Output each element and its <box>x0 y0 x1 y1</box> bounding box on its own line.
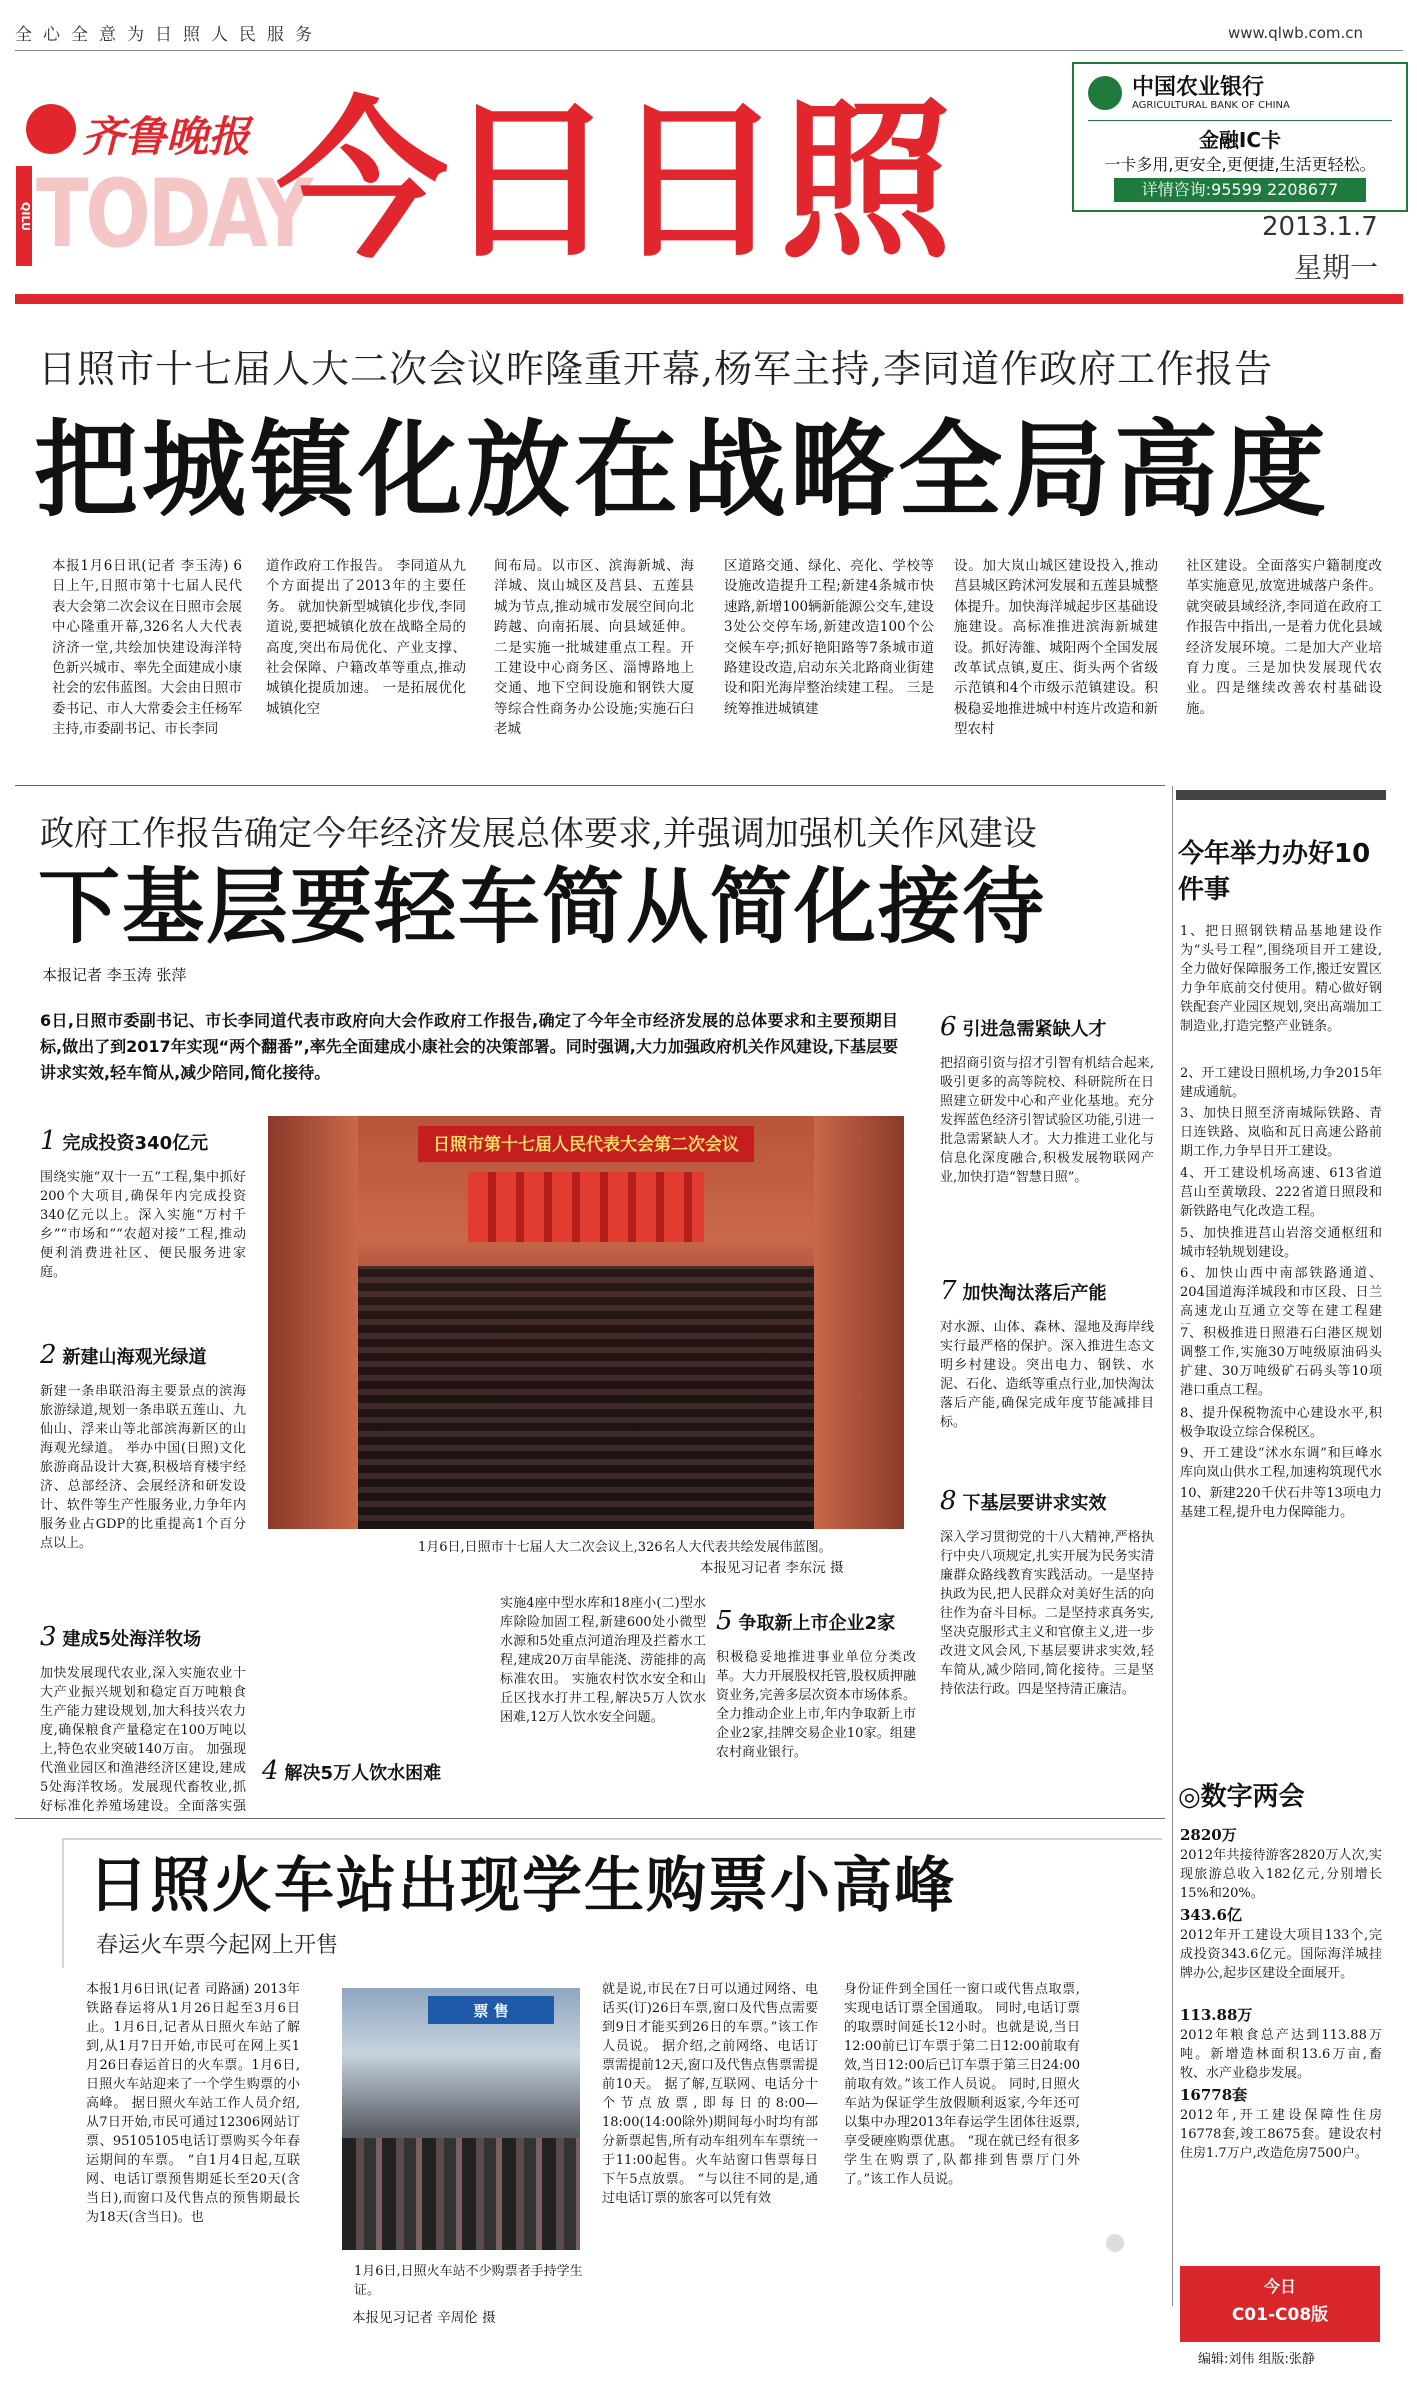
bank-logo-icon <box>1088 76 1122 110</box>
section-4-title: 4 解决5万人饮水困难 <box>262 1756 442 1786</box>
issue-date: 2013.1.7 <box>1262 212 1378 242</box>
sidebar-item-4: 4、开工建设机场高速、613省道莒山至黄墩段、222省道日照段和新铁路电气化改造工程。 <box>1180 1166 1382 1219</box>
section-5-title: 5 争取新上市企业2家 <box>716 1606 896 1636</box>
sidebar-title: 今年举力办好10件事 <box>1178 839 1371 905</box>
sidebar-item-9: 9、开工建设“沭水东调”和巨峰水库向岚山供水工程,加速构筑现代水 <box>1180 1446 1382 1480</box>
section-2-text: 新建一条串联沿海主要景点的滨海旅游绿道,规划一条串联五莲山、九仙山、浮来山等北部滨海新区的山海观光绿道。 举办中国(日照)文化旅游商品设计大赛,积极培育楼宇经济、总部经济、会展经济和研发设计、软件等生产性服务业,力争年内服务业占GDP的比重提高1个百分点以上。 <box>40 1384 246 1551</box>
brand-logo-icon <box>26 104 76 154</box>
section-7-text: 对水源、山体、森林、湿地及海岸线实行最严格的保护。深入推进生态文明乡村建设。突出电力、钢铁、水泥、石化、造纸等重点行业,加快淘汰落后产能,确保完成年度节能减排目标。 <box>940 1320 1154 1430</box>
section-3-title: 3 建成5处海洋牧场 <box>40 1622 202 1652</box>
sidebar-item-3: 3、加快日照至济南城际铁路、青日连铁路、岚临和瓦日高速公路前期工作,力争早日开工建设。 <box>1180 1106 1382 1159</box>
today-box-line2: C01-C08版 <box>1231 2305 1329 2325</box>
brand-side: QILU <box>16 166 32 266</box>
third-headline: 日照火车站出现学生购票小高峰 <box>88 1851 956 1921</box>
lead-col-4: 区道路交通、绿化、亮化、学校等设施改造提升工程;新建4条城市快速路,新增100辆新能源公交车,建设3处公交停车场,新建改造100个公交候车亭;抓好艳阳路等7条城市道路建设改造,启动东关北路商业街建设和阳光海岸整治续建工程。 三是统筹推进城镇建 <box>724 558 934 717</box>
lead-kicker: 日照市十七届人大二次会议昨隆重开幕,杨军主持,李同道作政府工作报告 <box>38 347 1274 391</box>
lead-col-2: 道作政府工作报告。 李同道从九个方面提出了2013年的主要任务。 就加快新型城镇化步伐,李同道说,要把城镇化放在战略全局的高度,突出布局优化、产业支撑、社会保障、户籍改革等重点,推动城镇化提质加速。 一是拓展优化城镇化空 <box>266 558 466 717</box>
sidebar-item-7: 7、积极推进日照港石臼港区规划调整工作,实施30万吨级原油码头扩建、30万吨级矿石码头等10项港口重点工程。 <box>1180 1326 1382 1398</box>
congress-photo <box>268 1116 904 1529</box>
lead-col-5: 设。加大岚山城区建设投入,推动莒县城区跨沭河发展和五莲县城整体提升。加快海洋城起步区基础设施建设。高标准推进滨海新城建设。抓好涛雒、城阳两个全国发展改革试点镇,夏庄、街头两个省级示范镇和4个市级示范镇建设。积极稳妥地推进城中村连片改造和新型农村 <box>954 558 1158 738</box>
section-1-text: 围绕实施“双十一五”工程,集中抓好200个大项目,确保年内完成投资340亿元以上。深入实施“万村千乡”“市场和”“农超对接”工程,推动便利消费进社区、便民服务进家庭。 <box>40 1170 246 1280</box>
bank-name-en: AGRICULTURAL BANK OF CHINA <box>1132 100 1290 111</box>
second-kicker: 政府工作报告确定今年经济发展总体要求,并强调加强机关作风建设 <box>40 814 1037 854</box>
station-photo-caption: 1月6日,日照火车站不少购票者手持学生证。 <box>354 2264 583 2298</box>
sidebar-item-2: 2、开工建设日照机场,力争2015年建成通航。 <box>1180 1066 1382 1100</box>
page-dot-icon <box>1106 2234 1124 2252</box>
section-7-title: 7 加快淘汰落后产能 <box>940 1276 1107 1306</box>
sidebar-item-5: 5、加快推进莒山岩溶交通枢纽和城市轻轨规划建设。 <box>1180 1226 1382 1260</box>
third-col-3: 就是说,市民在7日可以通过网络、电话买(订)26日车票,窗口及代售点需要到9日才能买到26日的车票。”该工作人员说。 据介绍,之前网络、电话订票需提前12天,窗口及代售点售票需提前10天。 据了解,互联网、电话分十个节点放票,即每日的8:00—18:00(14:00除外)期间每小时均有部分新票起售,所有动车组列车车票统一于11:00起售。火车站窗口售票每日下午5点放票。 “与以往不同的是,通过电话订票的旅客可以凭有效 <box>602 1982 818 2206</box>
section-3-text: 加快发展现代农业,深入实施农业十大产业振兴规划和稳定百万吨粮食生产能力建设规划,加大科技兴农力度,确保粮食产量稳定在100万吨以上,特色农业突破140万亩。 加强现代渔业园区和渔港经济区建设,建成5处海洋牧场。发展现代畜牧业,抓好标准化养殖场建设。全面落实强 <box>40 1666 246 1814</box>
figure-value-1: 2820万 <box>1180 1826 1237 1844</box>
figure-text-2: 2012年开工建设大项目133个,完成投资343.6亿元。国际海洋城挂牌办公,起步区建设全面展开。 <box>1180 1928 1382 1981</box>
photo-credit: 本报见习记者 李东沅 摄 <box>700 1560 844 1576</box>
sidebar-item-10: 10、新建220千伏石井等13项电力基建工程,提升电力保障能力。 <box>1180 1486 1382 1520</box>
third-col-1: 本报1月6日讯(记者 司路涵) 2013年铁路春运将从1月26日起至3月6日止。1月6日,记者从日照火车站了解到,从1月7日开始,市民可在网上买1月26日春运首日的火车票。1月6日,日照火车站迎来了一个学生购票的小高峰。 据日照火车站工作人员介绍,从7日开始,市民可通过12306网站订票、95105105电话订票购买今年春运期间的车票。 “自1月4日起,互联网、电话订票预售期延长至20天(含当日),而窗口及代售点的预售期最长为18天(含当日)。也 <box>86 1982 300 2225</box>
today-box-line1: 今日 <box>1263 2277 1296 2296</box>
bank-ad[interactable] <box>1072 62 1408 212</box>
figure-value-3: 113.88万 <box>1180 2006 1253 2024</box>
photo-caption: 1月6日,日照市十七届人大二次会议上,326名人大代表共绘发展伟蓝图。 <box>418 1540 832 1555</box>
masthead-url: www.qlwb.com.cn <box>1228 24 1363 42</box>
section-8-title: 8 下基层要讲求实效 <box>940 1486 1107 1516</box>
bank-product: 金融IC卡 <box>1198 128 1282 152</box>
sidebar-item-1: 1、把日照钢铁精品基地建设作为“头号工程”,围绕项目开工建设,全力做好保障服务工作,搬迁安置区力争年底前交付使用。精心做好钢铁配套产业园区规划,突出高端加工制造业,打造完整产业链条。 <box>1180 924 1382 1034</box>
today-box <box>1180 2266 1380 2342</box>
paper-title: 今日日照 <box>276 81 948 282</box>
photo-banner: 日照市第十七届人民代表大会第二次会议 <box>433 1135 739 1155</box>
lead-col-1: 本报1月6日讯(记者 李玉涛) 6日上午,日照市第十七届人民代表大会第二次会议在日照市会展中心隆重开幕,326名人大代表济济一堂,共绘加快建设海洋特色新兴城市、率先全面建成小康社会的宏伟蓝图。大会由日照市委书记、市人大常委会主任杨军主持,市委副书记、市长李同 <box>52 558 242 738</box>
section-6-text: 把招商引资与招才引智有机结合起来,吸引更多的高等院校、科研院所在日照建立研发中心和产业化基地。充分发挥蓝色经济引智试验区功能,引进一批急需紧缺人才。大力推进工业化与信息化深度融合,积极发展物联网产业,加快打造“智慧日照”。 <box>940 1056 1154 1185</box>
bank-tagline: 一卡多用,更安全,更便捷,生活更轻松。 <box>1104 155 1376 174</box>
lead-col-6: 社区建设。全面落实户籍制度改革实施意见,放宽进城落户条件。 就突破县域经济,李同道在政府工作报告中指出,一是着力优化县域经济发展环境。二是加大产业培育力度。三是加快发展现代农业。四是继续改善农村基础设施。 <box>1186 558 1382 717</box>
figures-title: ◎数字两会 <box>1178 1782 1305 1812</box>
today-box-editor: 编辑:刘伟 组版:张静 <box>1198 2352 1315 2367</box>
station-photo-sign: 票 售 <box>473 2002 509 2020</box>
station-photo-credit: 本报见习记者 辛周伦 摄 <box>352 2310 496 2326</box>
section-2-title: 2 新建山海观光绿道 <box>40 1340 207 1370</box>
brand-en: TODAY <box>36 160 310 269</box>
section-8-text: 深入学习贯彻党的十八大精神,严格执行中央八项规定,扎实开展为民务实清廉群众路线教育实践活动。一是坚持执政为民,把人民群众对美好生活的向往作为奋斗目标。二是坚持求真务实,坚决克服形式主义和官僚主义,进一步改进文风会风,下基层要讲求实效,轻车简从,减少陪同,简化接待。三是坚持依法行政。四是坚持清正廉洁。 <box>940 1530 1154 1697</box>
figure-text-3: 2012年粮食总产达到113.88万吨。新增造林面积13.6万亩,畜牧、水产业稳步发展。 <box>1180 2028 1382 2081</box>
section-4-text: 实施4座中型水库和18座小(二)型水库除险加固工程,新建600处小微型水源和5处重点河道治理及拦蓄水工程,建成20万亩旱能浇、涝能排的高标准农田。 实施农村饮水安全和山丘区找水打井工程,解决5万人饮水困难,12万人饮水安全问题。 <box>500 1596 706 1725</box>
second-intro: 6日,日照市委副书记、市长李同道代表市政府向大会作政府工作报告,确定了今年全市经济发展的总体要求和主要预期目标,做出了到2017年实现“两个翻番”,率先全面建成小康社会的决策部署。同时强调,大力加强政府机关作风建设,下基层要讲求实效,轻车简从,减少陪同,简化接待。 <box>40 1011 898 1082</box>
sidebar-item-6: 6、加快山西中南部铁路通道、204国道海洋城段和市区段、日兰高速龙山互通立交等在建工程建 <box>1180 1266 1382 1319</box>
figure-text-1: 2012年共接待游客2820万人次,实现旅游总收入182亿元,分别增长15%和20%。 <box>1180 1848 1382 1901</box>
section-3-text-cont <box>268 1594 474 1746</box>
figure-text-4: 2012年,开工建设保障性住房16778套,竣工8675套。建设农村住房1.7万户,改造危房7500户。 <box>1180 2108 1382 2161</box>
section-5-text: 积极稳妥地推进事业单位分类改革。大力开展股权托管,股权质押融资业务,完善多层次资本市场体系。全力推动企业上市,年内争取新上市企业2家,挂牌交易企业10家。组建农村商业银行。 <box>716 1650 916 1760</box>
sidebar-item-8: 8、提升保税物流中心建设水平,积极争取设立综合保税区。 <box>1180 1406 1382 1440</box>
figures-list <box>1180 1824 1382 2164</box>
third-kicker: 春运火车票今起网上开售 <box>96 1933 339 1958</box>
lead-col-3: 间布局。以市区、滨海新城、海洋城、岚山城区及莒县、五莲县城为节点,推动城市发展空间向北跨越、向南拓展、向县域延伸。 二是实施一批城建重点工程。开工建设中心商务区、淄博路地上交通、地下空间设施和钢铁大厦等综合性商务办公设施;实施石臼老城 <box>494 558 694 738</box>
brand-cn: 齐鲁晚报 <box>82 112 251 161</box>
section-6-title: 6 引进急需紧缺人才 <box>940 1012 1107 1042</box>
issue-weekday: 星期一 <box>1294 251 1379 284</box>
third-col-4: 身份证件到全国任一窗口或代售点取票,实现电话订票全国通取。 同时,电话订票的取票时间延长12小时。也就是说,当日12:00前已订车票于第二日12:00前取有效,当日12:00后已订车票于第三日24:00前取有效。”该工作人员说。 同时,日照火车站为保证学生放假顺利返家,今年还可以集中办理2013年春运学生团体往返票,享受硬座购票优惠。 “现在就已经有很多学生在购票了,队都排到售票厅门外了。”该工作人员说。 <box>844 1982 1080 2187</box>
figure-value-4: 16778套 <box>1180 2086 1248 2104</box>
figure-value-2: 343.6亿 <box>1180 1906 1242 1924</box>
station-photo <box>342 1988 580 2250</box>
second-byline: 本报记者 李玉涛 张萍 <box>42 966 187 984</box>
sidebar-list <box>1180 922 1382 1524</box>
lead-headline: 把城镇化放在战略全局高度 <box>34 409 1331 531</box>
section-1-title: 1 完成投资340亿元 <box>40 1126 209 1156</box>
bank-hotline: 详情咨询:95599 2208677 <box>1114 178 1366 202</box>
bank-name: 中国农业银行 <box>1132 74 1265 100</box>
masthead-slogan: 全心全意为日照人民服务 <box>15 25 323 45</box>
second-headline: 下基层要轻车简从简化接待 <box>38 860 1047 955</box>
